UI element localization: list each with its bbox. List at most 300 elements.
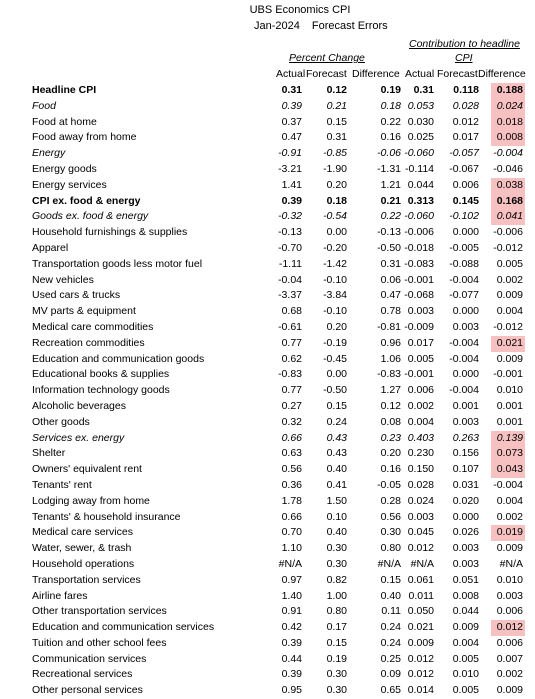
forecast-cell: 0.31 (326, 131, 347, 144)
contrib-forecast-cell: -0.004 (449, 384, 479, 397)
contrib-forecast-cell: 0.005 (452, 684, 479, 697)
col-header-contrib-actual: Actual (405, 68, 435, 80)
difference-cell: -1.31 (377, 162, 401, 175)
group-header-contribution: Contribution to headline (409, 38, 520, 50)
forecast-cell: 0.82 (326, 573, 347, 586)
difference-cell: -0.05 (377, 478, 401, 491)
contrib-actual-cell: 0.006 (407, 384, 434, 397)
difference-cell: 0.16 (380, 131, 401, 144)
forecast-cell: -0.19 (323, 336, 347, 349)
forecast-cell: 0.20 (326, 320, 347, 333)
actual-cell: 0.37 (281, 115, 302, 128)
table-row (0, 620, 535, 636)
difference-cell: 0.22 (380, 115, 401, 128)
difference-cell: 0.31 (380, 257, 401, 270)
table-row (0, 478, 535, 494)
contrib-forecast-cell: 0.031 (452, 478, 479, 491)
difference-cell: 0.56 (380, 510, 401, 523)
difference-cell: -0.06 (377, 147, 401, 160)
contrib-actual-cell: 0.012 (407, 652, 434, 665)
contrib-difference-cell: 0.008 (496, 131, 523, 144)
contrib-actual-cell: 0.017 (407, 336, 434, 349)
actual-cell: 0.66 (281, 510, 302, 523)
contrib-difference-cell: 0.003 (496, 589, 523, 602)
row-label: Transportation goods less motor fuel (32, 257, 203, 270)
forecast-cell: 0.24 (326, 415, 347, 428)
forecast-cell: -3.84 (323, 289, 347, 302)
contrib-forecast-cell: 0.001 (452, 399, 479, 412)
difference-cell: #N/A (377, 557, 401, 570)
forecast-cell: 0.30 (326, 684, 347, 697)
contrib-forecast-cell: 0.051 (452, 573, 479, 586)
report-date: Jan-2024 (254, 20, 300, 32)
difference-cell: 1.21 (380, 178, 401, 191)
difference-cell: 0.78 (380, 305, 401, 318)
difference-cell: 0.80 (380, 542, 401, 555)
forecast-cell: -0.50 (323, 384, 347, 397)
row-label: Tenants' & household insurance (32, 510, 181, 523)
forecast-cell: 0.17 (326, 621, 347, 634)
report-subtitle-text: Forecast Errors (311, 20, 388, 32)
forecast-cell: 1.00 (326, 589, 347, 602)
contrib-forecast-cell: 0.145 (452, 194, 479, 207)
contrib-forecast-cell: 0.006 (452, 178, 479, 191)
difference-cell: 0.40 (380, 589, 401, 602)
table-row (0, 130, 535, 146)
contrib-actual-cell: 0.053 (407, 99, 434, 112)
row-label: CPI ex. food & energy (32, 194, 141, 207)
contrib-difference-cell: 0.010 (496, 573, 523, 586)
contrib-actual-cell: -0.114 (405, 162, 434, 175)
contrib-forecast-cell: 0.008 (452, 589, 479, 602)
contrib-forecast-cell: 0.044 (452, 605, 479, 618)
contrib-actual-cell: 0.002 (407, 399, 434, 412)
row-label: Recreation commodities (32, 336, 145, 349)
contrib-actual-cell: 0.050 (407, 605, 434, 618)
table-row (0, 288, 535, 304)
row-label: Tenants' rent (32, 478, 92, 491)
row-label: Recreational services (32, 668, 133, 681)
contrib-actual-cell: 0.150 (407, 463, 434, 476)
table-row (0, 146, 535, 162)
actual-cell: -0.83 (278, 368, 302, 381)
row-label: Energy (32, 147, 66, 160)
table-row (0, 415, 535, 431)
contrib-actual-cell: 0.003 (407, 510, 434, 523)
forecast-cell: 0.00 (326, 226, 347, 239)
difference-cell: 0.22 (380, 210, 401, 223)
contrib-difference-cell: 0.009 (496, 684, 523, 697)
table-row (0, 304, 535, 320)
table-row (0, 99, 535, 115)
group-header-contribution-cpi: CPI (455, 52, 473, 64)
contrib-forecast-cell: 0.000 (452, 305, 479, 318)
col-header-contrib-difference: Difference (478, 68, 526, 80)
contrib-forecast-cell: -0.004 (449, 273, 479, 286)
contrib-actual-cell: 0.005 (407, 352, 434, 365)
contrib-actual-cell: 0.31 (413, 84, 434, 96)
forecast-cell: 0.41 (326, 478, 347, 491)
table-row (0, 225, 535, 241)
group-header-percent-change: Percent Change (289, 52, 365, 64)
contrib-difference-cell: 0.010 (496, 384, 523, 397)
contrib-forecast-cell: -0.004 (449, 336, 479, 349)
contrib-actual-cell: -0.083 (404, 257, 434, 270)
contrib-difference-cell: 0.004 (496, 305, 523, 318)
difference-cell: 0.25 (380, 652, 401, 665)
actual-cell: 0.47 (281, 131, 302, 144)
difference-cell: -0.81 (377, 320, 401, 333)
actual-cell: -3.37 (278, 289, 302, 302)
row-label: MV parts & equipment (32, 305, 136, 318)
row-label: Energy services (32, 178, 107, 191)
contrib-actual-cell: 0.012 (407, 542, 434, 555)
contrib-difference-cell: 0.024 (496, 99, 523, 112)
contrib-difference-cell: 0.002 (496, 273, 523, 286)
actual-cell: 0.39 (281, 194, 302, 207)
contrib-actual-cell: -0.018 (404, 241, 434, 254)
actual-cell: 1.40 (281, 589, 302, 602)
table-row (0, 399, 535, 415)
difference-cell: 0.06 (380, 273, 401, 286)
row-label: Shelter (32, 447, 66, 460)
difference-cell: 0.65 (380, 684, 401, 697)
row-label: Communication services (32, 652, 147, 665)
row-label: Used cars & trucks (32, 289, 121, 302)
difference-cell: 0.96 (380, 336, 401, 349)
table-row (0, 604, 535, 620)
actual-cell: 0.66 (281, 431, 302, 444)
table-row (0, 383, 535, 399)
forecast-cell: -0.10 (323, 273, 347, 286)
contrib-forecast-cell: -0.067 (449, 162, 479, 175)
row-label: Educational books & supplies (32, 368, 170, 381)
contrib-forecast-cell: -0.088 (449, 257, 479, 270)
contrib-difference-cell: 0.004 (496, 494, 523, 507)
contrib-forecast-cell: 0.009 (452, 621, 479, 634)
forecast-cell: -0.85 (323, 147, 347, 160)
row-label: Education and communication services (32, 621, 215, 634)
actual-cell: -3.21 (278, 162, 302, 175)
table-row (0, 573, 535, 589)
contrib-difference-cell: 0.043 (496, 463, 523, 476)
contrib-actual-cell: 0.025 (407, 131, 434, 144)
contrib-actual-cell: -0.006 (404, 226, 434, 239)
contrib-forecast-cell: 0.000 (452, 510, 479, 523)
difference-cell: 1.27 (380, 384, 401, 397)
table-row (0, 652, 535, 668)
actual-cell: 0.68 (281, 305, 302, 318)
contrib-actual-cell: 0.403 (407, 431, 434, 444)
row-label: Information technology goods (32, 384, 170, 397)
contrib-actual-cell: #N/A (410, 557, 434, 570)
contrib-actual-cell: 0.012 (407, 668, 434, 681)
contrib-forecast-cell: -0.004 (449, 352, 479, 365)
contrib-actual-cell: 0.030 (407, 115, 434, 128)
table-row (0, 431, 535, 447)
forecast-cell: 0.15 (326, 636, 347, 649)
contrib-difference-cell: 0.019 (496, 526, 523, 539)
row-label: Headline CPI (32, 84, 97, 96)
table-row (0, 667, 535, 683)
difference-cell: 0.19 (380, 84, 401, 96)
col-header-actual: Actual (276, 68, 306, 80)
table-row (0, 178, 535, 194)
actual-cell: 0.95 (281, 684, 302, 697)
difference-cell: 0.12 (380, 399, 401, 412)
difference-cell: 0.18 (380, 99, 401, 112)
contrib-forecast-cell: 0.003 (452, 415, 479, 428)
row-label: Energy goods (32, 162, 97, 175)
row-label: New vehicles (32, 273, 94, 286)
contrib-forecast-cell: 0.003 (452, 557, 479, 570)
forecast-errors-table (0, 83, 535, 699)
contrib-actual-cell: -0.009 (404, 320, 434, 333)
difference-cell: -0.83 (377, 368, 401, 381)
contrib-forecast-cell: -0.102 (449, 210, 479, 223)
table-row (0, 257, 535, 273)
contrib-forecast-cell: 0.000 (452, 226, 479, 239)
difference-cell: -0.50 (377, 241, 401, 254)
actual-cell: 0.36 (281, 478, 302, 491)
contrib-actual-cell: 0.004 (407, 415, 434, 428)
row-label: Alcoholic beverages (32, 399, 126, 412)
contrib-difference-cell: 0.139 (496, 431, 523, 444)
difference-cell: 0.20 (380, 447, 401, 460)
actual-cell: -0.04 (278, 273, 302, 286)
contrib-actual-cell: 0.009 (407, 636, 434, 649)
contrib-actual-cell: -0.060 (404, 210, 434, 223)
row-label: Household operations (32, 557, 135, 570)
row-label: Household furnishings & supplies (32, 226, 188, 239)
row-label: Other personal services (32, 684, 143, 697)
forecast-cell: -0.54 (323, 210, 347, 223)
contrib-forecast-cell: 0.020 (452, 494, 479, 507)
difference-cell: 0.24 (380, 636, 401, 649)
forecast-cell: 0.10 (326, 510, 347, 523)
contrib-forecast-cell: -0.005 (449, 241, 479, 254)
difference-cell: 0.08 (380, 415, 401, 428)
actual-cell: 0.39 (281, 668, 302, 681)
contrib-difference-cell: 0.002 (496, 668, 523, 681)
row-label: Food (32, 99, 56, 112)
row-label: Food at home (32, 115, 97, 128)
forecast-cell: 0.43 (326, 431, 347, 444)
contrib-difference-cell: 0.009 (496, 289, 523, 302)
contrib-difference-cell: 0.038 (496, 178, 523, 191)
contrib-actual-cell: 0.044 (407, 178, 434, 191)
actual-cell: 0.39 (281, 99, 302, 112)
forecast-cell: 0.40 (326, 463, 347, 476)
actual-cell: -1.11 (278, 257, 302, 270)
difference-cell: 0.11 (381, 605, 401, 618)
row-label: Water, sewer, & trash (32, 542, 132, 555)
difference-cell: 0.21 (380, 194, 401, 207)
table-row (0, 352, 535, 368)
row-label: Medical care services (32, 526, 133, 539)
row-label: Apparel (32, 241, 69, 254)
row-label: Transportation services (32, 573, 141, 586)
actual-cell: 0.44 (281, 652, 302, 665)
forecast-cell: 1.50 (326, 494, 347, 507)
contrib-forecast-cell: 0.263 (452, 431, 479, 444)
forecast-cell: -1.42 (323, 257, 347, 270)
contrib-difference-cell: 0.002 (496, 510, 523, 523)
table-row (0, 636, 535, 652)
forecast-cell: 0.15 (326, 115, 347, 128)
contrib-forecast-cell: 0.107 (452, 463, 479, 476)
row-label: Services ex. energy (32, 431, 125, 444)
actual-cell: -0.32 (278, 210, 302, 223)
difference-cell: 0.15 (380, 573, 401, 586)
difference-cell: 0.30 (380, 526, 401, 539)
table-row (0, 494, 535, 510)
table-row (0, 209, 535, 225)
actual-cell: 0.27 (281, 399, 302, 412)
actual-cell: -0.13 (278, 226, 302, 239)
row-label: Other transportation services (32, 605, 167, 618)
contrib-difference-cell: 0.007 (496, 652, 523, 665)
table-row (0, 557, 535, 573)
difference-cell: 0.28 (380, 494, 401, 507)
contrib-difference-cell: -0.006 (493, 226, 523, 239)
actual-cell: #N/A (278, 557, 302, 570)
contrib-difference-cell: 0.009 (496, 352, 523, 365)
contrib-actual-cell: 0.045 (407, 526, 434, 539)
actual-cell: 0.77 (281, 336, 302, 349)
table-row (0, 162, 535, 178)
row-label: Airline fares (32, 589, 88, 602)
contrib-difference-cell: 0.001 (496, 399, 523, 412)
contrib-forecast-cell: 0.000 (452, 368, 479, 381)
row-label: Medical care commodities (32, 320, 154, 333)
actual-cell: 0.42 (281, 621, 302, 634)
forecast-cell: -0.20 (323, 241, 347, 254)
contrib-actual-cell: 0.061 (407, 573, 434, 586)
actual-cell: 0.91 (281, 605, 302, 618)
actual-cell: 0.62 (281, 352, 302, 365)
forecast-cell: -1.90 (323, 162, 347, 175)
difference-cell: 0.09 (380, 668, 401, 681)
col-header-contrib-forecast: Forecast (437, 68, 478, 80)
contrib-forecast-cell: 0.017 (452, 131, 479, 144)
contrib-actual-cell: -0.068 (404, 289, 434, 302)
forecast-cell: 0.80 (326, 605, 347, 618)
difference-cell: -0.13 (377, 226, 401, 239)
contrib-difference-cell: 0.001 (496, 415, 523, 428)
difference-cell: 0.23 (380, 431, 401, 444)
forecast-cell: 0.30 (326, 542, 347, 555)
contrib-difference-cell: 0.168 (496, 194, 523, 207)
table-row (0, 336, 535, 352)
contrib-forecast-cell: 0.118 (453, 84, 479, 96)
contrib-forecast-cell: 0.026 (452, 526, 479, 539)
forecast-cell: 0.00 (326, 368, 347, 381)
actual-cell: 0.32 (281, 415, 302, 428)
contrib-forecast-cell: 0.010 (452, 668, 479, 681)
contrib-actual-cell: 0.024 (407, 494, 434, 507)
col-header-forecast: Forecast (306, 68, 347, 80)
contrib-actual-cell: 0.313 (407, 194, 434, 207)
report-subtitle (254, 20, 388, 32)
contrib-forecast-cell: 0.005 (452, 652, 479, 665)
table-row (0, 525, 535, 541)
contrib-difference-cell: -0.012 (493, 320, 523, 333)
contrib-difference-cell: #N/A (499, 557, 523, 570)
forecast-cell: 0.40 (326, 526, 347, 539)
forecast-cell: 0.19 (326, 652, 347, 665)
actual-cell: 0.56 (281, 463, 302, 476)
col-header-difference: Difference (352, 68, 400, 80)
contrib-forecast-cell: 0.156 (452, 447, 479, 460)
actual-cell: 1.10 (281, 542, 302, 555)
contrib-actual-cell: -0.001 (404, 368, 434, 381)
contrib-difference-cell: 0.006 (496, 636, 523, 649)
forecast-cell: 0.12 (326, 84, 347, 96)
contrib-forecast-cell: 0.003 (452, 320, 479, 333)
contrib-difference-cell: 0.073 (496, 447, 523, 460)
contrib-difference-cell: 0.018 (496, 115, 523, 128)
actual-cell: 0.39 (281, 636, 302, 649)
contrib-actual-cell: 0.014 (407, 684, 434, 697)
table-row (0, 273, 535, 289)
contrib-actual-cell: -0.001 (404, 273, 434, 286)
contrib-difference-cell: -0.004 (493, 478, 523, 491)
row-label: Lodging away from home (32, 494, 150, 507)
contrib-forecast-cell: 0.012 (452, 115, 479, 128)
contrib-difference-cell: 0.188 (496, 84, 523, 96)
table-row (0, 367, 535, 383)
row-label: Goods ex. food & energy (32, 210, 149, 223)
contrib-difference-cell: 0.006 (496, 605, 523, 618)
actual-cell: -0.70 (278, 241, 302, 254)
actual-cell: 1.78 (281, 494, 302, 507)
contrib-actual-cell: 0.011 (408, 589, 434, 602)
difference-cell: 0.24 (380, 621, 401, 634)
table-row (0, 589, 535, 605)
forecast-cell: 0.30 (326, 668, 347, 681)
difference-cell: 1.06 (380, 352, 401, 365)
contrib-difference-cell: 0.005 (496, 257, 523, 270)
actual-cell: 0.97 (281, 573, 302, 586)
actual-cell: 0.77 (281, 384, 302, 397)
contrib-difference-cell: 0.009 (496, 542, 523, 555)
contrib-difference-cell: 0.012 (496, 621, 523, 634)
row-label: Other goods (32, 415, 90, 428)
forecast-cell: -0.45 (323, 352, 347, 365)
table-row (0, 446, 535, 462)
forecast-cell: 0.21 (326, 99, 347, 112)
forecast-cell: 0.18 (326, 194, 347, 207)
row-label: Owners' equivalent rent (32, 463, 142, 476)
report-title: UBS Economics CPI (249, 4, 351, 16)
row-label: Food away from home (32, 131, 137, 144)
contrib-difference-cell: -0.012 (493, 241, 523, 254)
contrib-difference-cell: -0.004 (493, 147, 523, 160)
table-row (0, 241, 535, 257)
contrib-forecast-cell: 0.004 (452, 636, 479, 649)
contrib-forecast-cell: 0.003 (452, 542, 479, 555)
row-label: Tuition and other school fees (32, 636, 167, 649)
forecast-cell: 0.20 (326, 178, 347, 191)
actual-cell: -0.61 (278, 320, 302, 333)
contrib-difference-cell: -0.001 (493, 368, 523, 381)
actual-cell: -0.91 (278, 147, 302, 160)
table-row (0, 541, 535, 557)
contrib-actual-cell: -0.060 (404, 147, 434, 160)
row-label: Education and communication goods (32, 352, 205, 365)
table-row (0, 194, 535, 210)
